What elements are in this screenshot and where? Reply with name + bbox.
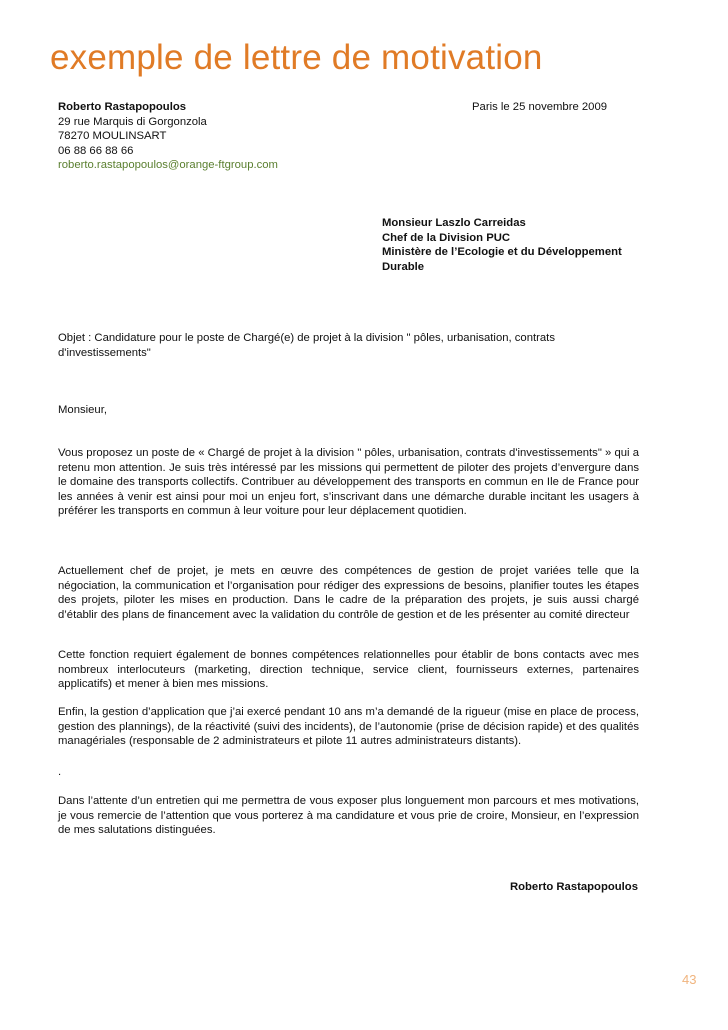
recipient-name: Monsieur Laszlo Carreidas	[382, 217, 526, 229]
sender-email[interactable]: roberto.rastapopoulos@orange-ftgroup.com	[58, 159, 278, 172]
recipient-block	[382, 216, 652, 274]
salutation: Monsieur,	[58, 404, 107, 416]
recipient-ministry-line1: Ministère de l’Ecologie et du Développement	[382, 246, 622, 259]
page-title: exemple de lettre de motivation	[50, 38, 543, 77]
sender-address-line2: 78270 MOULINSART	[58, 130, 167, 143]
signature: Roberto Rastapopoulos	[509, 881, 638, 893]
subject-line: Objet : Candidature pour le poste de Chargé(e) de projet à la division " pôles, urbanisation, contrats d'investissements"	[58, 332, 555, 359]
body-paragraph: Enfin, la gestion d’application que j’ai exercé pendant 10 ans m’a demandé de la rigueur (mise en place de process, gestion des plannings), de la réactivité (suivi des incidents), de l’autonomie (prise de décision rapide) et des qualités managériales (responsable de 2 administrateurs et pilote 11 autres administrateurs distants).	[58, 706, 639, 748]
sender-block	[58, 100, 278, 173]
body-paragraph: Cette fonction requiert également de bonnes compétences relationnelles pour établir de bons contacts avec mes nombreux interlocuteurs (marketing, direction technique, service client, fournisseurs externes, partenaires applicatifs) et mener à bien mes missions.	[58, 649, 639, 691]
body-paragraph: Vous proposez un poste de « Chargé de projet à la division " pôles, urbanisation, contrats d'investissements" » qui a retenu mon attention. Je suis très intéressé par les missions qui permettent de piloter des projets d’envergure dans le domaine des transports collectifs. Contribuer au développement des transports en commun en Ile de France pour les années à venir est ainsi pour moi un enjeu fort, s’inscrivant dans une démarche durable incitant les usagers à préférer les transports en commun à leur voiture pour leur déplacement quotidien.	[58, 447, 639, 518]
closing-paragraph: Dans l’attente d’un entretien qui me permettra de vous exposer plus longuement mon parcours et mes motivations, je vous remercie de l’attention que vous porterez à ma candidature et vous prie de croire, Monsieur, en l’expression de mes salutations distinguées.	[58, 795, 639, 837]
sender-name: Roberto Rastapopoulos	[58, 101, 187, 113]
page-number: 43	[682, 972, 697, 987]
recipient-ministry-line2: Durable	[382, 260, 425, 273]
body-paragraph: Actuellement chef de projet, je mets en œuvre des compétences de gestion de projet variées telle que la négociation, la communication et l’organisation pour rédiger des expressions de besoins, planifier toutes les étapes des projets, piloter les mises en production. Dans le cadre de la préparation des projets, je suis aussi chargé d’établir des plans de financement avec la validation du contrôle de gestion et de les présenter au comité directeur	[58, 565, 639, 621]
sender-address-line1: 29 rue Marquis di Gorgonzola	[58, 115, 207, 128]
letter-date: Paris le 25 novembre 2009	[472, 101, 608, 113]
recipient-role: Chef de la Division PUC	[382, 231, 511, 244]
stray-period: .	[58, 766, 62, 778]
sender-phone: 06 88 66 88 66	[58, 144, 134, 157]
